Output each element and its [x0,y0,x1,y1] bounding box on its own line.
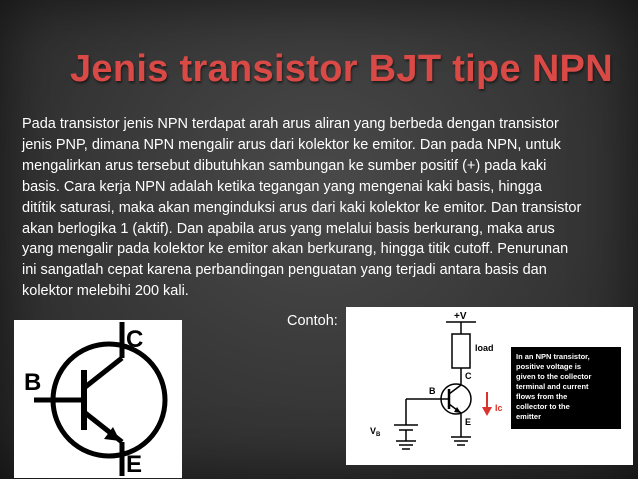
source-label-main: V [370,426,377,436]
circuit-base-label: B [429,386,436,396]
note-line: flows from the [516,392,568,401]
note-line: In an NPN transistor, [516,352,590,361]
collector-label: C [126,326,144,353]
base-label: B [24,369,42,396]
body-paragraph [22,114,637,302]
example-label: Contoh: [287,313,338,329]
npn-symbol-figure [14,320,182,478]
npn-symbol-svg [14,320,182,478]
note-line: collector to the [516,402,570,411]
supply-label: +V [454,311,467,322]
load-resistor [452,334,470,368]
paragraph-line: jenis PNP, dimana NPN mengalir arus dari kolektor ke emitor. Dan pada NPN, untuk [22,136,561,153]
source-label [370,426,381,438]
paragraph-line: Pada transistor jenis NPN terdapat arah arus aliran yang berbeda dengan transistor [22,116,559,132]
paragraph-line: ini sangatlah cepat karena perbandingan penguatan yang terjadi antara basis dan [22,262,547,279]
current-label: Ic [495,403,503,413]
paragraph-line: akan berlogika 1 (aktif). Dan apabila arus yang melalui basis berkurang, maka arus [22,220,555,237]
npn-circuit-svg [346,307,633,465]
npn-circuit-figure [346,307,633,465]
load-label: load [475,343,494,353]
paragraph-line: yang mengalir pada kolektor ke emitor akan berkurang, hingga titik cutoff. Penurunan [22,241,569,258]
emitter-label: E [126,451,143,478]
paragraph-line: mengalirkan arus tersebut dibutuhkan sambungan ke sumber positif (+) pada kaki [22,157,547,174]
slide-title: Jenis transistor BJT tipe NPN [70,48,613,90]
circuit-collector-label: C [465,371,472,381]
paragraph-line: ditítik saturasi, maka akan menginduksi arus dari kaki kolektor ke emitor. Dan transistor [22,199,582,216]
source-label-subscript: B [376,432,381,438]
circuit-collector-diagonal [449,385,461,394]
note-line: emitter [516,412,542,421]
note-line: given to the collector [516,372,592,381]
collector-diagonal [84,358,122,388]
paragraph-line: basis. Cara kerja NPN adalah ketika tegangan yang mengenai kaki basis, hingga [22,178,542,195]
note-line: positive voltage is [516,362,582,371]
note-line: terminal and current [516,382,589,391]
circuit-emitter-label: E [465,417,472,427]
paragraph-line: kolektor melebihi 200 kali. [22,283,189,300]
current-arrow-icon [482,407,492,416]
